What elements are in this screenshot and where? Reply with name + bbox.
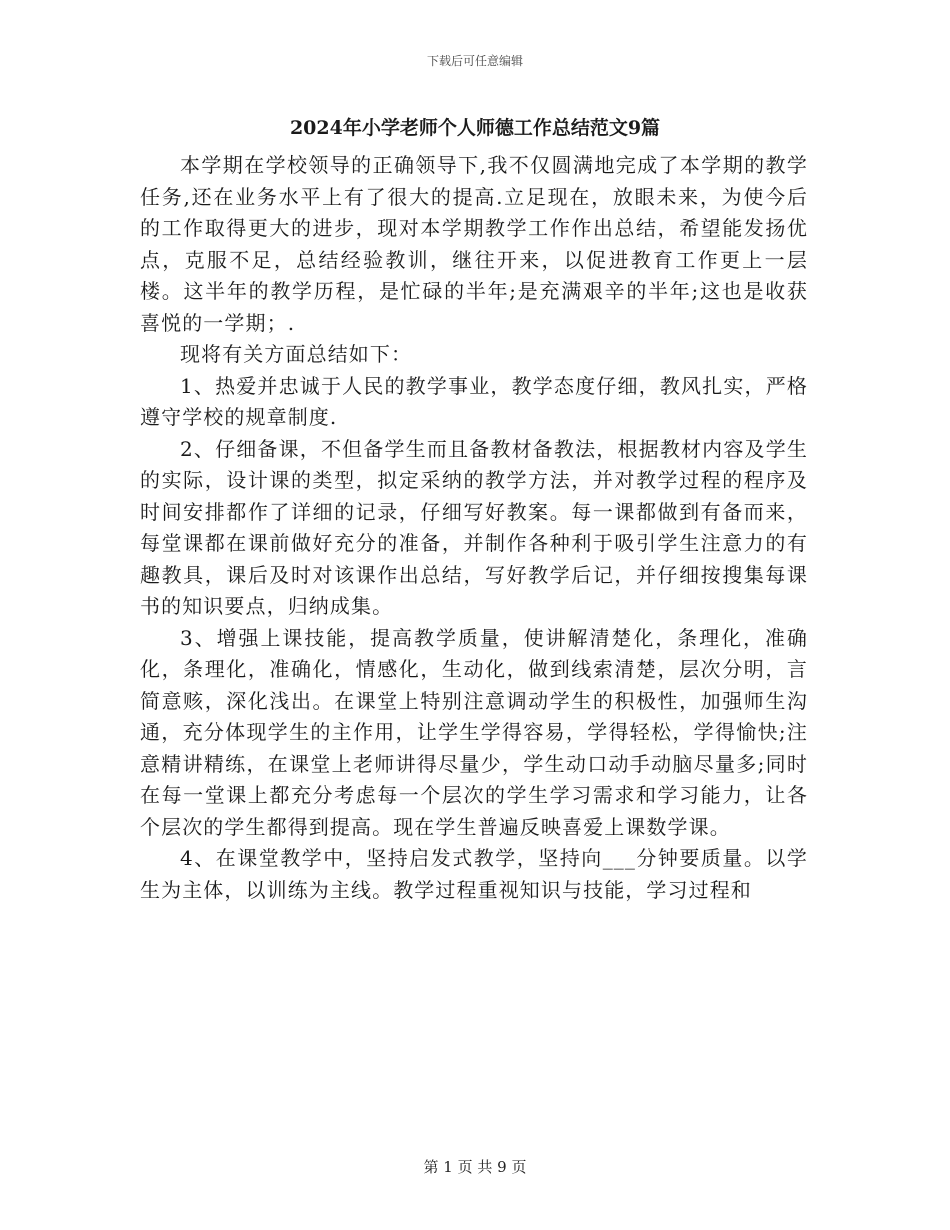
header-note: 下载后可任意编辑 bbox=[426, 54, 523, 68]
document-body bbox=[140, 150, 808, 906]
paragraph-intro: 本学期在学校领导的正确领导下,我不仅圆满地完成了本学期的教学任务,还在业务水平上有了很大的提高.立足现在，放眼未来，为使今后的工作取得更大的进步，现对本学期教学工作作出总结，希望能发扬优点，克服不足，总结经验教训，继往开来，以促进教育工作更上一层楼。这半年的教学历程，是忙碌的半年;是充满艰辛的半年;这也是收获喜悦的一学期；. bbox=[140, 153, 808, 335]
paragraph-item-3: 3、增强上课技能，提高教学质量，使讲解清楚化，条理化，准确化，条理化，准确化，情感化，生动化，做到线索清楚，层次分明，言简意赅，深化浅出。在课堂上特别注意调动学生的积极性，加强师生沟通，充分体现学生的主作用，让学生学得容易，学得轻松，学得愉快;注意精讲精练，在课堂上老师讲得尽量少，学生动口动手动脑尽量多;同时在每一堂课上都充分考虑每一个层次的学生学习需求和学习能力，让各个层次的学生都得到提高。现在学生普遍反映喜爱上课数学课。 bbox=[140, 625, 808, 839]
page-number-footer: 第 1 页 共 9 页 bbox=[423, 1158, 527, 1176]
paragraph-item-1: 1、热爱并忠诚于人民的教学事业，教学态度仔细，教风扎实，严格遵守学校的规章制度. bbox=[140, 373, 808, 429]
paragraph-summary-lead: 现将有关方面总结如下： bbox=[180, 342, 413, 366]
paragraph-item-4: 4、在课堂教学中，坚持启发式教学，坚持向___分钟要质量。以学生为主体，以训练为主线。教学过程重视知识与技能，学习过程和 bbox=[140, 846, 808, 902]
document-title: 2024年小学老师个人师德工作总结范文9篇 bbox=[289, 117, 661, 139]
paragraph-item-2: 2、仔细备课，不但备学生而且备教材备教法，根据教材内容及学生的实际，设计课的类型，拟定采纳的教学方法，并对教学过程的程序及时间安排都作了详细的记录，仔细写好教案。每一课都做到有备而来，每堂课都在课前做好充分的准备，并制作各种利于吸引学生注意力的有趣教具，课后及时对该课作出总结，写好教学后记，并仔细按搜集每课书的知识要点，归纳成集。 bbox=[140, 436, 808, 618]
